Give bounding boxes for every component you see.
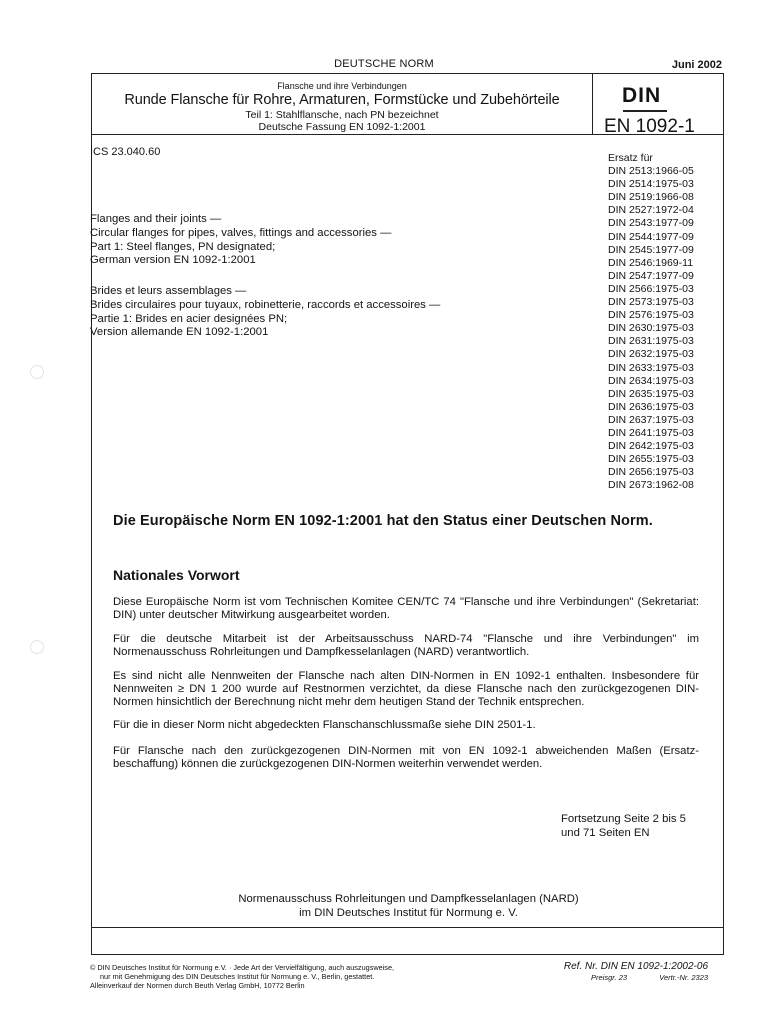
- replacement-item: DIN 2641:1975-03: [608, 426, 694, 439]
- replacement-label: Ersatz für: [608, 152, 653, 164]
- continuation-line: Fortsetzung Seite 2 bis 5: [561, 813, 686, 825]
- standard-number: EN 1092-1: [604, 116, 695, 137]
- french-title-line: Partie 1: Brides en acier designées PN;: [90, 312, 288, 325]
- header-version: Deutsche Fassung EN 1092-1:2001: [258, 121, 426, 133]
- replacement-item: DIN 2630:1975-03: [608, 322, 694, 335]
- continuation-note: [561, 812, 686, 840]
- copyright-notice: [90, 963, 394, 991]
- foreword-heading: Nationales Vorwort: [113, 567, 240, 583]
- standard-frame: [91, 73, 724, 955]
- replacement-item: DIN 2513:1966-05: [608, 165, 694, 178]
- french-title-line: Brides circulaires pour tuyaux, robinetterie, raccords et accessoires —: [90, 298, 441, 311]
- header-part: Teil 1: Stahlflansche, nach PN bezeichnet: [245, 109, 439, 121]
- foreword-paragraph: Für die deutsche Mitarbeit ist der Arbeitsausschuss NARD-74 "Flansche und ihre Verbindungen" im Normenausschuss Rohrleitungen und Dampfkesselanlagen (NARD) verantwortlich.: [113, 633, 699, 658]
- footer-divider: [92, 927, 723, 928]
- replacement-item: DIN 2573:1975-03: [608, 296, 694, 309]
- replacement-item: DIN 2576:1975-03: [608, 309, 694, 322]
- price-group: Preisgr. 23: [591, 972, 628, 982]
- english-title-block: [90, 213, 391, 268]
- header-vertical-divider: [592, 74, 593, 134]
- english-title-line: German version EN 1092-1:2001: [90, 254, 256, 267]
- replacement-item: DIN 2633:1975-03: [608, 361, 694, 374]
- replacement-item: DIN 2544:1977-09: [608, 230, 694, 243]
- header-title: Runde Flansche für Rohre, Armaturen, Formstücke und Zubehörteile: [124, 92, 560, 108]
- english-title-line: Part 1: Steel flanges, PN designated;: [90, 240, 276, 253]
- french-title-line: Version allemande EN 1092-1:2001: [90, 326, 269, 339]
- price-info: [564, 973, 708, 984]
- sales-number: Vertr.-Nr. 2323: [659, 972, 708, 982]
- replacement-item: DIN 2519:1966-08: [608, 191, 694, 204]
- replacement-item: DIN 2655:1975-03: [608, 453, 694, 466]
- english-title-line: Flanges and their joints —: [90, 213, 222, 225]
- foreword-paragraph: Es sind nicht alle Nennweiten der Flansche nach alten DIN-Normen in EN 1092-1 enthalten. Insbesondere für Nennweiten ≥ DN 1 200 wurde auf Restnormen verzichtet, da diese Flansche nach den zurückgezogenen DIN-Normen hinsichtlich der Berechnung nicht mehr dem heutigen Stand der Technik entsprechen.: [113, 670, 699, 708]
- replacement-item: DIN 2566:1975-03: [608, 282, 694, 295]
- replacement-item: DIN 2545:1977-09: [608, 243, 694, 256]
- replacement-item: DIN 2546:1969-11: [608, 256, 694, 269]
- replacement-item: DIN 2673:1962-08: [608, 479, 694, 492]
- replacement-item: DIN 2636:1975-03: [608, 400, 694, 413]
- din-logo: DIN: [622, 84, 662, 107]
- status-statement: Die Europäische Norm EN 1092-1:2001 hat den Status einer Deutschen Norm.: [113, 513, 653, 529]
- din-logo-underline: [623, 110, 667, 112]
- document-type-label: DEUTSCHE NORM: [334, 58, 434, 70]
- replacement-item: DIN 2514:1975-03: [608, 178, 694, 191]
- continuation-line: und 71 Seiten EN: [561, 827, 650, 840]
- replacement-item: DIN 2527:1972-04: [608, 204, 694, 217]
- copyright-line: Alleinverkauf der Normen durch Beuth Verlag GmbH, 10772 Berlin: [90, 981, 305, 991]
- header-category: Flansche und ihre Verbindungen: [277, 81, 407, 91]
- replacement-item: DIN 2632:1975-03: [608, 348, 694, 361]
- replacement-list: [608, 152, 694, 492]
- scan-hole-mark: [30, 640, 44, 654]
- committee-line: im DIN Deutsches Institut für Normung e. V.: [299, 907, 518, 920]
- copyright-line: nur mit Genehmigung des DIN Deutsches Institut für Normung e. V., Berlin, gestattet.: [100, 972, 375, 982]
- foreword-paragraph: Für Flansche nach den zurückgezogenen DIN-Normen mit von EN 1092-1 abweichenden Maßen (Ersatz- beschaffung) können die zurückgezogenen DIN-Normen weiterhin verwendet werden.: [113, 745, 699, 770]
- foreword-paragraph: Für die in dieser Norm nicht abgedeckten Flanschanschlussmaße siehe DIN 2501-1.: [113, 719, 536, 731]
- french-title-block: [90, 285, 440, 340]
- foreword-paragraph: Diese Europäische Norm ist vom Technischen Komitee CEN/TC 74 "Flansche und ihre Verbindungen" (Sekretariat: DIN) unter deutscher Mitwirkung ausgearbeitet worden.: [113, 596, 699, 621]
- replacement-item: DIN 2656:1975-03: [608, 466, 694, 479]
- reference-block: [564, 962, 708, 983]
- replacement-item: DIN 2543:1977-09: [608, 217, 694, 230]
- committee-block: [92, 892, 725, 920]
- scan-hole-mark: [30, 365, 44, 379]
- copyright-line: © DIN Deutsches Institut für Normung e.V. · Jede Art der Vervielfältigung, auch auszugsweise,: [90, 963, 395, 972]
- reference-number: Ref. Nr. DIN EN 1092-1:2002-06: [563, 961, 708, 972]
- replacement-item: DIN 2635:1975-03: [608, 387, 694, 400]
- french-title-line: Brides et leurs assemblages —: [90, 285, 247, 297]
- committee-line: Normenausschuss Rohrleitungen und Dampfkesselanlagen (NARD): [238, 893, 579, 905]
- english-title-line: Circular flanges for pipes, valves, fittings and accessories —: [90, 226, 392, 239]
- replacement-item: DIN 2634:1975-03: [608, 374, 694, 387]
- ics-code: ICS 23.040.60: [90, 146, 161, 158]
- publication-date: Juni 2002: [671, 59, 722, 71]
- replacement-item: DIN 2642:1975-03: [608, 440, 694, 453]
- replacement-item: DIN 2547:1977-09: [608, 269, 694, 282]
- replacement-item: DIN 2631:1975-03: [608, 335, 694, 348]
- replacement-item: DIN 2637:1975-03: [608, 413, 694, 426]
